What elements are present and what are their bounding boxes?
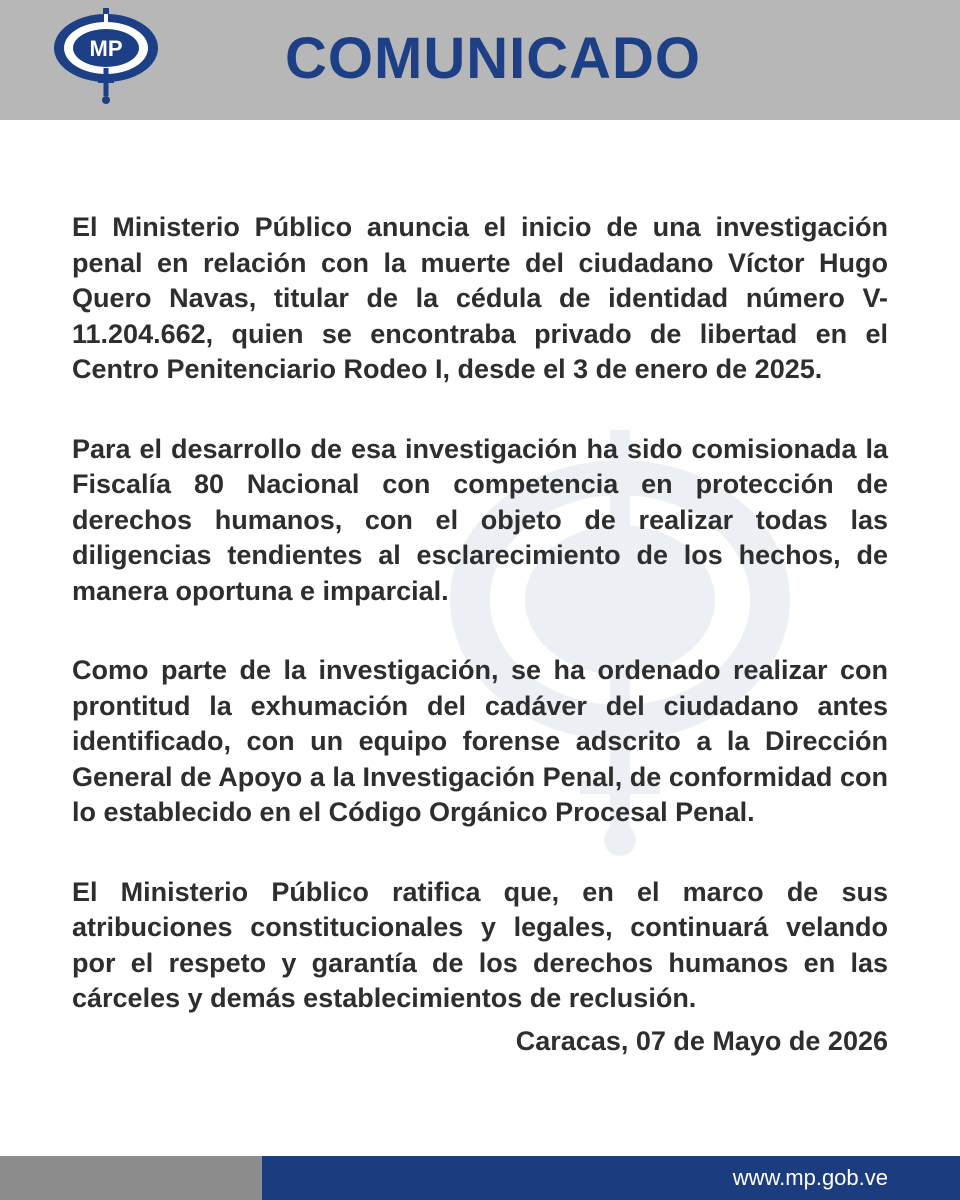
communique-body <box>72 210 888 1061</box>
header-bar <box>0 0 960 120</box>
logo-lettering: MP <box>89 36 123 61</box>
place-and-date: Caracas, 07 de Mayo de 2026 <box>515 1026 888 1056</box>
footer-gray-band <box>0 1156 262 1200</box>
paragraph-prosecutor-assignment: Para el desarrollo de esa investigación ha sido comisionada la Fiscalía 80 Nacional con competencia en protección de derechos humanos, con el objeto de realizar todas las diligencias tendientes al esclarecimiento de los hechos, de manera oportuna e imparcial. <box>72 433 888 606</box>
page-title: COMUNICADO <box>285 26 701 91</box>
paragraph-exhumation-order: Como parte de la investigación, se ha ordenado realizar con prontitud la exhumación del cadáver del ciudadano antes identificado, con un equipo forense adscrito a la Dirección General de Apoyo a la Investigación Penal, de conformidad con lo establecido en el Código Orgánico Procesal Penal. <box>72 655 888 827</box>
mp-logo <box>48 8 164 108</box>
paragraph-human-rights-commitment: El Ministerio Público ratifica que, en el marco de sus atribuciones constitucionales y legales, continuará velando por el respeto y garantía de los derechos humanos en las cárceles y demás establecimientos de reclusión. <box>72 876 888 1013</box>
paragraph-investigation-announcement: El Ministerio Público anuncia el inicio de una investigación penal en relación con la muerte del ciudadano Víctor Hugo Quero Navas, titular de la cédula de identidad número V-11.204.662, quien se encontraba privado de libertad en el Centro Penitenciario Rodeo I, desde el 3 de enero de 2025. <box>72 212 888 384</box>
website-link[interactable]: www.mp.gob.ve <box>732 1165 888 1190</box>
